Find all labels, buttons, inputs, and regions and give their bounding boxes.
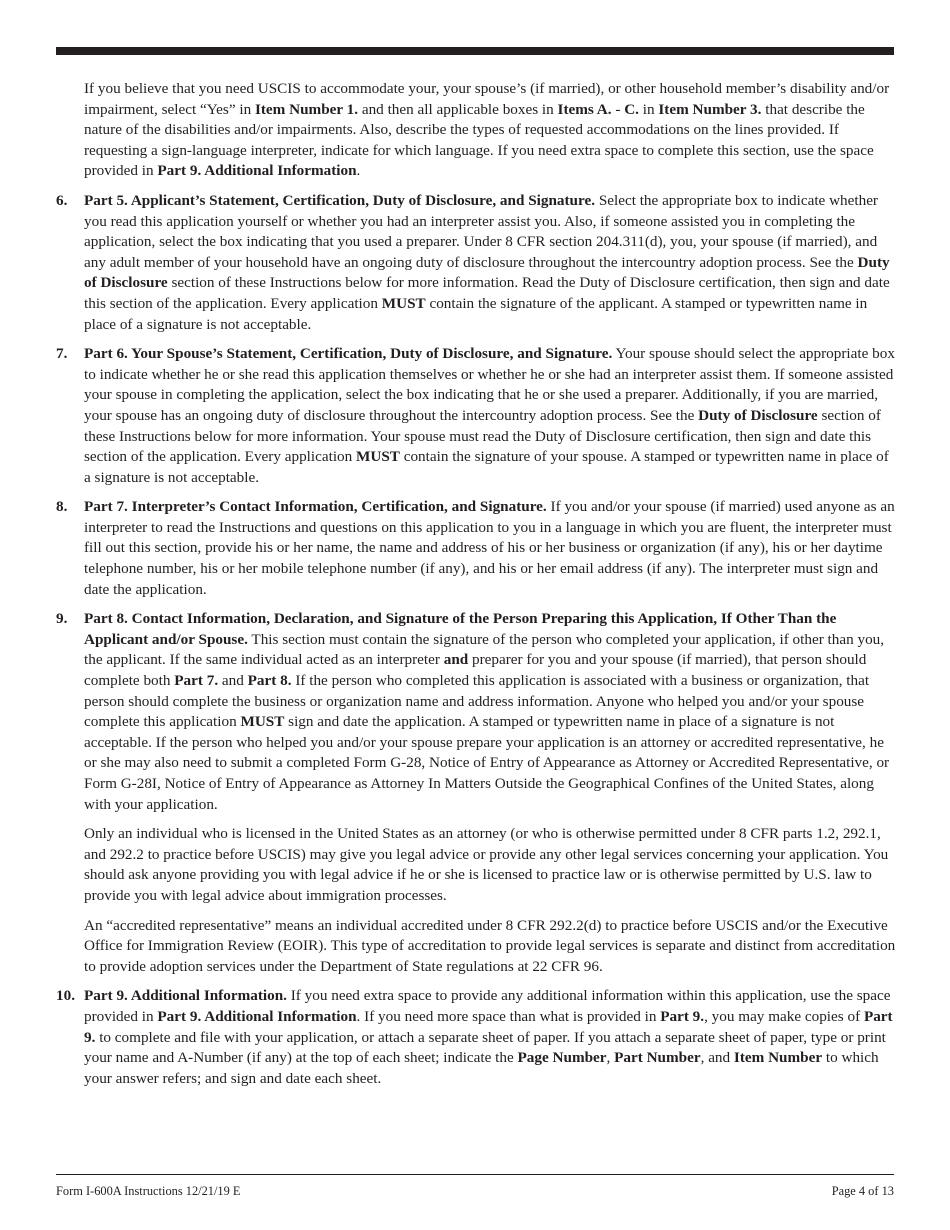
item-heading: Part 8. Contact Information, Declaration, and Signature of the Person Preparing this Application, If Other Than the Applicant and/or Spouse.	[84, 610, 837, 648]
accommodation-paragraph: If you believe that you need USCIS to accommodate your, your spouse’s (if married), or other household member’s disability and/or impairment, select “Yes” in Item Number 1. and then all applicable boxes in Items A. - C. in Item Number 3. that describe the nature of the disabilities and/or impairments. Also, describe the types of requested accommodations on the lines provided. If requesting a sign-language interpreter, indicate for which language. If you need extra space to complete this section, use the space provided in Part 9. Additional Information.	[84, 80, 890, 180]
page-number-footer: Page 4 of 13	[831, 1184, 894, 1198]
item-number: 8.	[56, 498, 68, 516]
instructions-body	[56, 79, 896, 1098]
item-number: 9.	[56, 610, 68, 628]
item-text: Part 8. Contact Information, Declaration, and Signature of the Person Preparing this Application, If Other Than the Applicant and/or Spouse. This section must contain the signature of the person who completed your application, if other than you, the applicant. If the same individual acted as an interpreter and preparer for you and your spouse (if married), that person should complete both Part 7. and Part 8. If the person who completed this application is associated with a business or organization, that person should complete the business or organization name and address information. Anyone who helped you and/or your spouse complete this application MUST sign and date the application. A stamped or typewritten name in place of a signature is not acceptable. If the person who helped you and/or your spouse prepare your application is an attorney or accredited representative, he or she may also need to submit a completed Form G-28, Notice of Entry of Appearance as Attorney or Accredited Representative, or Form G-28I, Notice of Entry of Appearance as Attorney In Matters Outside the Geographical Confines of the United States, along with your application.	[84, 610, 890, 813]
item-8-part-7	[56, 497, 896, 600]
item-text: Part 9. Additional Information. If you need extra space to provide any additional information within this application, use the space provided in Part 9. Additional Information. If you need more space than what is provided in Part 9., you may make copies of Part 9. to complete and file with your application, or attach a separate sheet of paper. If you attach a separate sheet of paper, type or print your name and A-Number (if any) at the top of each sheet; indicate the Page Number, Part Number, and Item Number to which your answer refers; and sign and date each sheet.	[84, 987, 893, 1087]
legal-advice-paragraph: Only an individual who is licensed in the United States as an attorney (or who is otherwise permitted under 8 CFR parts 1.2, 292.1, and 292.2 to practice before USCIS) may give you legal advice or provide any other legal services concerning your application. You should ask anyone providing you with legal advice if he or she is licensed to practice law or is otherwise permitted by U.S. law to provide you with legal advice about immigration processes.	[84, 825, 889, 904]
item-heading: Part 9. Additional Information.	[84, 987, 287, 1005]
item-heading: Part 5. Applicant’s Statement, Certification, Duty of Disclosure, and Signature.	[84, 191, 596, 209]
item-number: 7.	[56, 345, 68, 363]
item-7-part-6	[56, 344, 896, 488]
footer-rule	[56, 1174, 894, 1175]
header-rule	[56, 47, 894, 55]
item-9-part-8	[56, 609, 896, 977]
accredited-representative-paragraph: An “accredited representative” means an individual accredited under 8 CFR 292.2(d) to practice before USCIS and/or the Executive Office for Immigration Review (EOIR). This type of accreditation to provide legal services is separate and distinct from accreditation to provide adoption services under the Department of State regulations at 22 CFR 96.	[84, 916, 896, 975]
item-number: 6.	[56, 191, 68, 209]
item-6-part-5	[56, 191, 896, 335]
item-text: Part 7. Interpreter’s Contact Information, Certification, and Signature. If you and/or your spouse (if married) used anyone as an interpreter to read the Instructions and questions on this application to you in a language in which you are fluent, the interpreter must fill out this section, provide his or her name, the name and address of his or her business or organization (if any), his or her daytime telephone number, his or her mobile telephone number (if any), and his or her email address (if any). The interpreter must sign and date the application.	[84, 498, 895, 598]
item-heading: Part 7. Interpreter’s Contact Information, Certification, and Signature.	[84, 498, 547, 516]
item-heading: Part 6. Your Spouse’s Statement, Certification, Duty of Disclosure, and Signature.	[84, 345, 613, 363]
item-10-part-9	[56, 986, 896, 1089]
item-text: Part 6. Your Spouse’s Statement, Certification, Duty of Disclosure, and Signature. Your spouse should select the appropriate box to indicate whether he or she read this application themselves or whether he or she had an interpreter assist them. If someone assisted your spouse in completing the application, select the box indicating that he or she used a preparer. Additionally, if you are married, your spouse has an ongoing duty of disclosure throughout the intercountry adoption process. See the Duty of Disclosure section of these Instructions below for more information. Your spouse must read the Duty of Disclosure certification, then sign and date this section of the application. Every application MUST contain the signature of your spouse. A stamped or typewritten name in place of a signature is not acceptable.	[84, 345, 895, 486]
form-id-footer: Form I-600A Instructions 12/21/19 E	[56, 1184, 241, 1198]
item-text: Part 5. Applicant’s Statement, Certification, Duty of Disclosure, and Signature. Select the appropriate box to indicate whether you read this application yourself or whether you had an interpreter assist you. Also, if someone assisted you in completing the application, select the box indicating that you used a preparer. Under 8 CFR section 204.311(d), you, your spouse (if married), and any adult member of your household have an ongoing duty of disclosure throughout the intercountry adoption process. See the Duty of Disclosure section of these Instructions below for more information. Read the Duty of Disclosure certification, then sign and date this section of the application. Every application MUST contain the signature of the applicant. A stamped or typewritten name in place of a signature is not acceptable.	[84, 191, 890, 333]
item-number: 10.	[56, 987, 75, 1005]
